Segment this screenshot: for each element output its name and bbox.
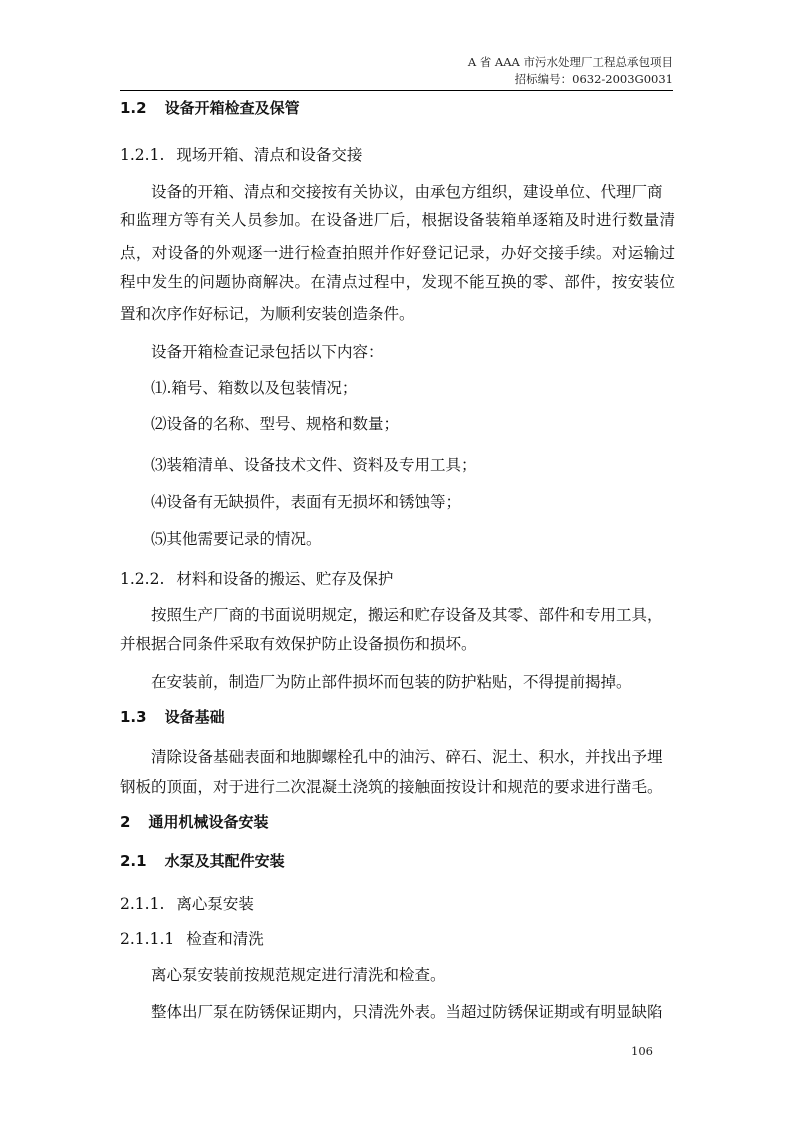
heading-title: 现场开箱、清点和设备交接 [176,146,363,164]
paragraph-line: 置和次序作好标记，为顺利安装创造条件。 [120,305,415,323]
page-header [120,54,673,88]
heading-number: 1.2.1. [120,146,165,164]
list-item: ⑷设备有无缺损件，表面有无损坏和锈蚀等； [151,493,462,511]
header-tender-no: 招标编号：0632-2003G0031 [514,72,673,86]
paragraph-line: 整体出厂泵在防锈保证期内，只清洗外表。当超过防锈保证期或有明显缺陷 [151,1003,663,1021]
heading-number: 2.1.1. [120,895,165,913]
heading-1-2-1 [120,143,362,165]
list-item: ⑵设备的名称、型号、规格和数量； [151,415,400,433]
list-item: ⑶装箱清单、设备技术文件、资料及专用工具； [151,456,477,474]
heading-number: 2.1.1.1 [120,930,175,948]
heading-title: 离心泵安装 [176,895,254,913]
list-item: ⑴.箱号、箱数以及包装情况； [151,379,358,397]
heading-1-2 [120,97,300,118]
paragraph-line: 点，对设备的外观逐一进行检查拍照并作好登记记录，办好交接手续。对运输过 [120,244,675,262]
paragraph-line: 按照生产厂商的书面说明规定，搬运和贮存设备及其零、部件和专用工具， [151,606,663,624]
heading-number: 1.2 [120,99,147,117]
paragraph-line: 设备开箱检查记录包括以下内容： [151,343,384,361]
heading-title: 材料和设备的搬运、贮存及保护 [176,570,394,588]
heading-title: 检查和清洗 [186,930,264,948]
paragraph-line: 程中发生的问题协商解决。在清点过程中，发现不能互换的零、部件，按安装位 [120,273,675,291]
heading-number: 2.1 [120,852,147,870]
heading-title: 水泵及其配件安装 [164,852,285,870]
heading-1-3 [120,706,225,727]
page-number: 106 [631,1044,653,1058]
paragraph-line: 清除设备基础表面和地脚螺栓孔中的油污、碎石、泥土、积水，并找出予埋 [151,748,663,766]
header-project: A 省 AAA 市污水处理厂工程总承包项目 [467,55,673,69]
list-item: ⑸其他需要记录的情况。 [151,530,322,548]
heading-2-1-1-1 [120,927,264,949]
heading-number: 1.2.2. [120,570,165,588]
paragraph-line: 离心泵安装前按规范规定进行清洗和检查。 [151,966,446,984]
heading-number: 1.3 [120,708,147,726]
paragraph-line: 钢板的顶面，对于进行二次混凝土浇筑的接触面按设计和规范的要求进行凿毛。 [120,778,663,796]
heading-2-1-1 [120,892,254,914]
paragraph-line: 设备的开箱、清点和交接按有关协议，由承包方组织，建设单位、代理厂商 [151,183,663,201]
heading-title: 设备开箱检查及保管 [164,99,300,117]
heading-title: 设备基础 [164,708,225,726]
header-rule [120,90,673,91]
heading-1-2-2 [120,567,393,589]
paragraph-line: 和监理方等有关人员参加。在设备进厂后，根据设备装箱单逐箱及时进行数量清 [120,211,675,229]
heading-2 [120,811,268,832]
heading-number: 2 [120,813,131,831]
heading-title: 通用机械设备安装 [148,813,269,831]
paragraph-line: 并根据合同条件采取有效保护防止设备损伤和损坏。 [120,635,477,653]
paragraph-line: 在安装前，制造厂为防止部件损坏而包装的防护粘贴，不得提前揭掉。 [151,673,632,691]
heading-2-1 [120,850,285,871]
